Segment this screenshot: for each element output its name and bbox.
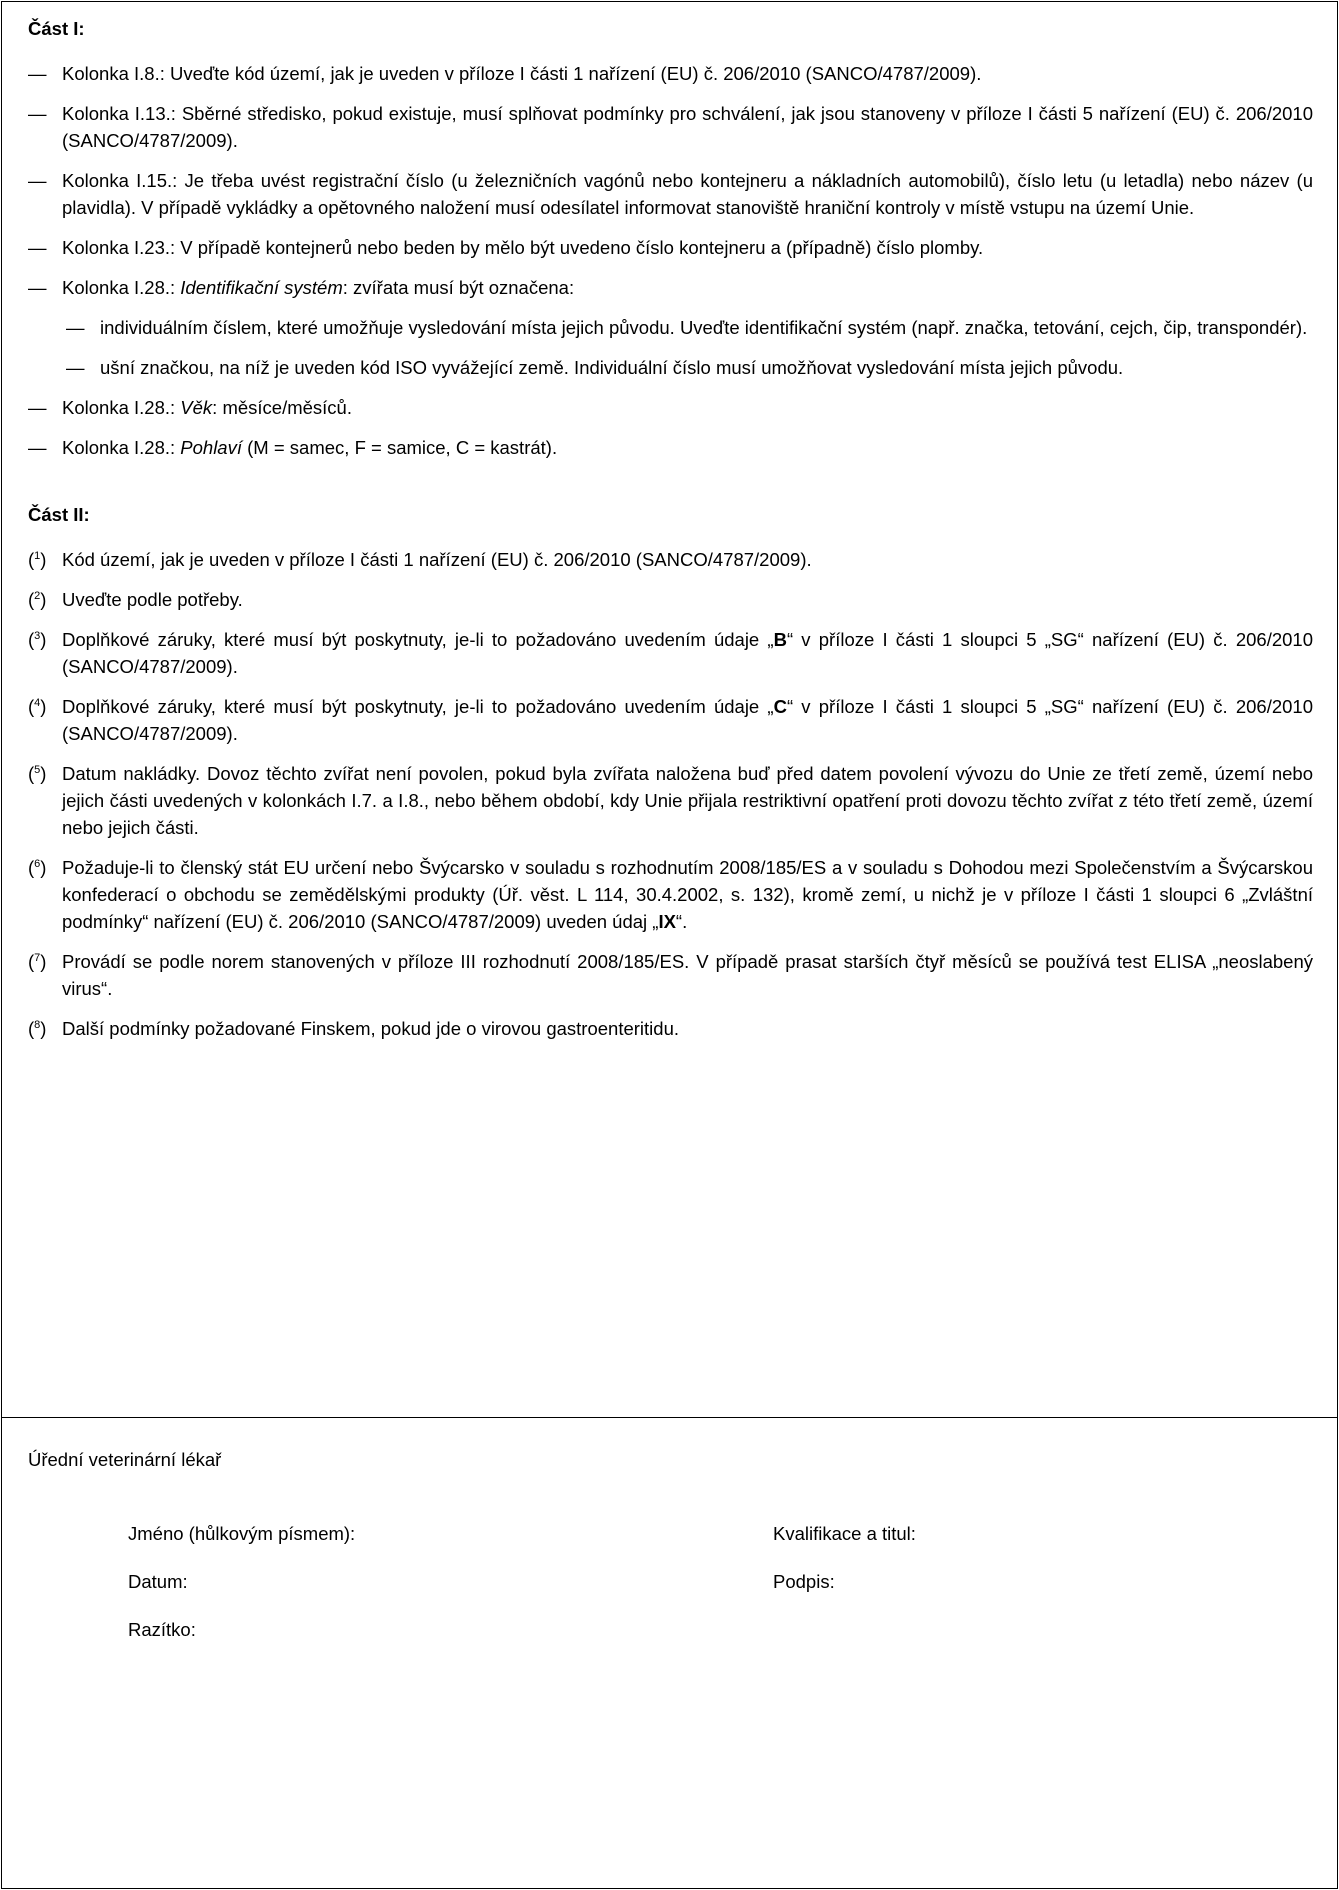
footnote-2 xyxy=(28,586,1313,613)
part1-item-text xyxy=(62,274,1313,301)
part1-item-box-i28-identification xyxy=(28,274,1313,301)
part1-item-box-i23 xyxy=(28,234,1313,261)
footnote-text: Další podmínky požadované Finskem, pokud jde o virovou gastroenteritidu. xyxy=(62,1018,680,1039)
part1-item-text xyxy=(62,434,1313,461)
footnote-number: ($^7$) xyxy=(28,951,47,972)
part1-item-box-i15 xyxy=(28,167,1313,221)
footnote-bold-code: IX xyxy=(658,911,676,932)
dash-marker: — xyxy=(28,397,47,418)
item-prefix: Kolonka I.28.: xyxy=(62,277,181,298)
item-suffix: (M = samec, F = samice, C = kastrát). xyxy=(242,437,558,458)
item-prefix: Kolonka I.28.: xyxy=(62,397,181,418)
dash-marker: — xyxy=(28,277,47,298)
footnote-text: Doplňkové záruky, které musí být poskytnuty, je-li to požadováno uvedením údaje „C“ v příloze I části 1 sloupci 5 „SG“ nařízení (EU) č. 206/2010 (SANCO/4787/2009). xyxy=(62,696,1314,744)
footnote-bold-code: B xyxy=(773,629,787,650)
footnote-number: ($^8$) xyxy=(28,1018,47,1039)
notes-section xyxy=(2,2,1337,1418)
item-italic-term: Pohlaví xyxy=(180,437,242,458)
part2-heading: Část II: xyxy=(28,504,90,525)
item-suffix: : zvířata musí být označena: xyxy=(342,277,575,298)
footnote-text: Požaduje-li to členský stát EU určení nebo Švýcarsko v souladu s rozhodnutím 2008/185/ES a v souladu s Dohodou mezi Společenstvím a Švýcarskou konfederací o obchodu se zemědělskými produkty (Úř. věst. L 114, 30.4.2002, s. 132), kromě zemí, u nichž je v příloze I části 1 sloupci 6 „Zvláštní podmínky“ nařízení (EU) č. 206/2010 (SANCO/4787/2009) uveden údaj „IX“. xyxy=(62,857,1313,932)
part1-item-text: Kolonka I.8.: Uveďte kód území, jak je uveden v příloze I části 1 nařízení (EU) č. 206/2010 (SANCO/4787/2009). xyxy=(62,63,982,84)
footnote-number: ($^1$) xyxy=(28,549,47,570)
footnote-8 xyxy=(28,1015,1313,1042)
part1-subitem-text: ušní značkou, na níž je uveden kód ISO vyvážející země. Individuální číslo musí umožňovat vysledování místa jejich původu. xyxy=(100,357,1124,378)
footnote-text: Uveďte podle potřeby. xyxy=(62,589,243,610)
qualification-field-label: Kvalifikace a titul: xyxy=(773,1523,916,1544)
dash-marker: — xyxy=(28,237,47,258)
part1-subitem-text: individuálním číslem, které umožňuje vysledování místa jejich původu. Uveďte identifikační systém (např. značka, tetování, cejch, čip, transpondér). xyxy=(100,317,1308,338)
official-veterinarian-label: Úřední veterinární lékař xyxy=(28,1449,222,1470)
item-prefix: Kolonka I.28.: xyxy=(62,437,181,458)
footnote-number: ($^5$) xyxy=(28,763,47,784)
footnote-5 xyxy=(28,760,1313,841)
part1-item-text: Kolonka I.13.: Sběrné středisko, pokud existuje, musí splňovat podmínky pro schválení, jak jsou stanoveny v příloze I části 5 nařízení (EU) č. 206/2010 (SANCO/4787/2009). xyxy=(62,103,1313,151)
dash-marker: — xyxy=(28,63,47,84)
part1-item-box-i28-age xyxy=(28,394,1313,421)
footnote-number: ($^3$) xyxy=(28,629,47,650)
part1-subitem xyxy=(28,314,1313,341)
dash-marker: — xyxy=(66,317,85,338)
certificate-page xyxy=(1,1,1338,1889)
name-field-label: Jméno (hůlkovým písmem): xyxy=(128,1523,356,1544)
item-italic-term: Věk xyxy=(180,397,213,418)
footnote-bold-code: C xyxy=(773,696,787,717)
signature-section xyxy=(2,1418,1337,1888)
part1-item-text: Kolonka I.15.: Je třeba uvést registrační číslo (u železničních vagónů nebo kontejneru a nákladních automobilů), číslo letu (u letadla) nebo název (u plavidla). V případě vykládky a opětovného naložení musí odesílatel informovat stanoviště hraniční kontroly v místě vstupu na území Unie. xyxy=(62,170,1313,218)
footnote-1 xyxy=(28,546,1313,573)
footnote-text: Doplňkové záruky, které musí být poskytnuty, je-li to požadováno uvedením údaje „B“ v příloze I části 1 sloupci 5 „SG“ nařízení (EU) č. 206/2010 (SANCO/4787/2009). xyxy=(62,629,1314,677)
part1-item-box-i13 xyxy=(28,100,1313,154)
part1-item-box-i28-sex xyxy=(28,434,1313,461)
part1-subitem xyxy=(28,354,1313,381)
footnote-6 xyxy=(28,854,1313,935)
item-italic-term: Identifikační systém xyxy=(180,277,343,298)
footnote-number: ($^6$) xyxy=(28,857,47,878)
part1-heading: Část I: xyxy=(28,18,85,39)
footnote-text: Provádí se podle norem stanovených v příloze III rozhodnutí 2008/185/ES. V případě prasat starších čtyř měsíců se používá test ELISA „neoslabený virus“. xyxy=(62,951,1313,999)
footnote-3 xyxy=(28,626,1313,680)
footnote-number: ($^2$) xyxy=(28,589,47,610)
dash-marker: — xyxy=(28,437,47,458)
dash-marker: — xyxy=(66,357,85,378)
signature-field-label: Podpis: xyxy=(773,1571,835,1592)
footnote-4 xyxy=(28,693,1313,747)
stamp-field-label: Razítko: xyxy=(128,1619,196,1640)
footnote-7 xyxy=(28,948,1313,1002)
dash-marker: — xyxy=(28,103,47,124)
footnote-text: Kód území, jak je uveden v příloze I části 1 nařízení (EU) č. 206/2010 (SANCO/4787/2009). xyxy=(62,549,812,570)
part1-item-text: Kolonka I.23.: V případě kontejnerů nebo beden by mělo být uvedeno číslo kontejneru a (případně) číslo plomby. xyxy=(62,237,984,258)
dash-marker: — xyxy=(28,170,47,191)
part1-item-box-i8 xyxy=(28,60,1313,87)
footnote-text: Datum nakládky. Dovoz těchto zvířat není povolen, pokud byla zvířata naložena buď před datem povolení vývozu do Unie ze třetí země, území nebo jejich části uvedených v kolonkách I.7. a I.8., nebo během období, kdy Unie přijala restriktivní opatření proti dovozu těchto zvířat z této třetí země, území nebo jejich části. xyxy=(62,763,1313,838)
date-field-label: Datum: xyxy=(128,1571,188,1592)
part1-item-text xyxy=(62,394,1313,421)
footnote-number: ($^4$) xyxy=(28,696,47,717)
item-suffix: : měsíce/měsíců. xyxy=(212,397,352,418)
